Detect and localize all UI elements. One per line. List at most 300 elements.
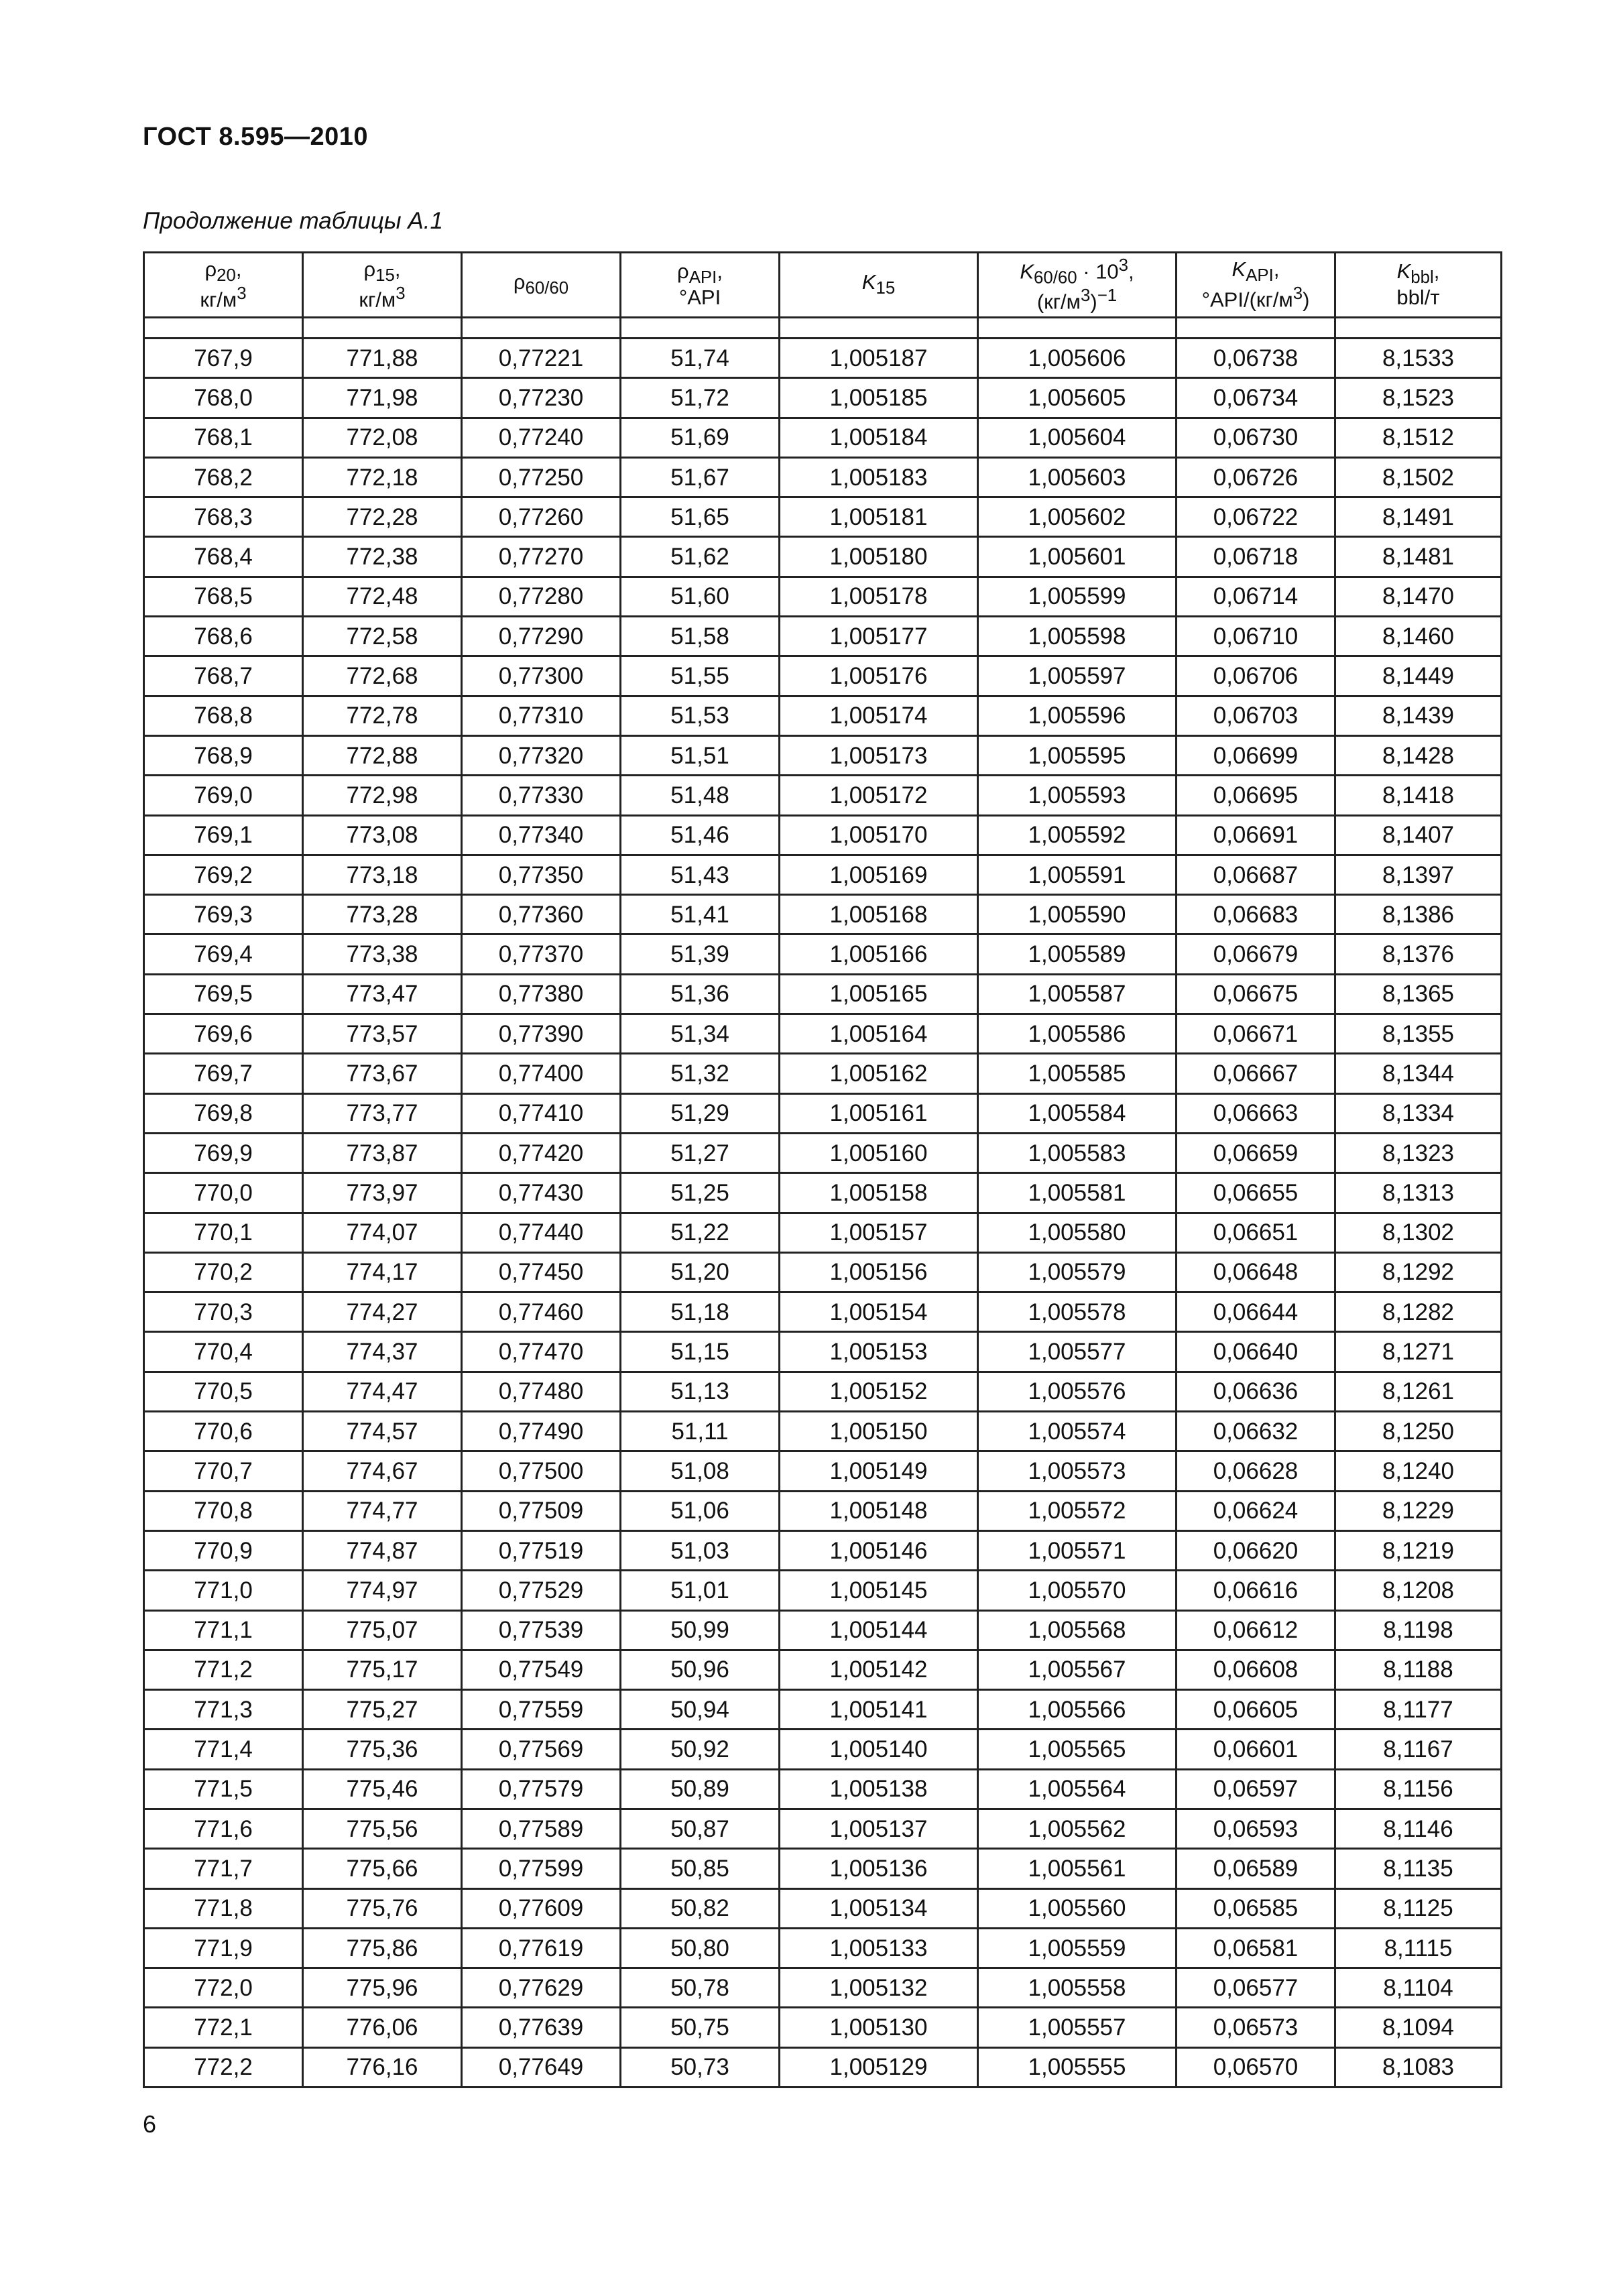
cell-rho15: 773,18 [303, 855, 462, 894]
cell-rho15: 775,17 [303, 1650, 462, 1689]
cell-rho6060: 0,77629 [462, 1968, 621, 2008]
cell-rho6060: 0,77270 [462, 537, 621, 577]
cell-rho-api: 51,69 [621, 418, 780, 457]
cell-k-bbl: 8,1491 [1335, 497, 1502, 537]
cell-k15: 1,005153 [780, 1332, 978, 1372]
cell-rho6060: 0,77221 [462, 339, 621, 378]
cell-k15: 1,005145 [780, 1571, 978, 1610]
table-row [144, 1968, 1502, 2008]
cell-rho20: 772,2 [144, 2047, 303, 2087]
cell-k6060: 1,005570 [978, 1571, 1177, 1610]
cell-k-api: 0,06589 [1177, 1849, 1335, 1888]
cell-k-api: 0,06730 [1177, 418, 1335, 457]
page-number: 6 [143, 2110, 157, 2138]
cell-k-bbl: 8,1156 [1335, 1769, 1502, 1809]
cell-rho-api: 51,72 [621, 378, 780, 418]
cell-k-bbl: 8,1407 [1335, 815, 1502, 855]
cell-k-bbl: 8,1198 [1335, 1610, 1502, 1650]
cell-k6060: 1,005587 [978, 974, 1177, 1014]
table-row [144, 696, 1502, 735]
table-row [144, 617, 1502, 656]
header-rho-api: $\rho_{API}$, °API [621, 253, 780, 318]
cell-rho6060: 0,77380 [462, 974, 621, 1014]
cell-rho6060: 0,77240 [462, 418, 621, 457]
table-row [144, 1213, 1502, 1252]
cell-k15: 1,005172 [780, 776, 978, 815]
cell-rho15: 772,38 [303, 537, 462, 577]
cell-k6060: 1,005567 [978, 1650, 1177, 1689]
cell-k-bbl: 8,1115 [1335, 1928, 1502, 1968]
cell-k15: 1,005162 [780, 1054, 978, 1093]
cell-k15: 1,005169 [780, 855, 978, 894]
cell-rho6060: 0,77589 [462, 1809, 621, 1848]
cell-k-api: 0,06679 [1177, 934, 1335, 974]
cell-k6060: 1,005598 [978, 617, 1177, 656]
cell-rho-api: 51,06 [621, 1491, 780, 1530]
cell-rho20: 771,9 [144, 1928, 303, 1968]
table-row [144, 1730, 1502, 1769]
cell-rho6060: 0,77440 [462, 1213, 621, 1252]
cell-rho-api: 51,58 [621, 617, 780, 656]
cell-rho15: 772,28 [303, 497, 462, 537]
cell-rho20: 771,3 [144, 1690, 303, 1730]
cell-rho6060: 0,77260 [462, 497, 621, 537]
cell-rho-api: 51,74 [621, 339, 780, 378]
cell-rho6060: 0,77480 [462, 1372, 621, 1411]
cell-k-bbl: 8,1418 [1335, 776, 1502, 815]
table-row [144, 855, 1502, 894]
cell-rho-api: 50,94 [621, 1690, 780, 1730]
cell-rho20: 767,9 [144, 339, 303, 378]
cell-rho6060: 0,77599 [462, 1849, 621, 1888]
cell-k-bbl: 8,1334 [1335, 1093, 1502, 1133]
cell-rho6060: 0,77490 [462, 1412, 621, 1451]
header-k-bbl: $K_{bbl}$, bbl/т [1335, 253, 1502, 318]
cell-k-bbl: 8,1146 [1335, 1809, 1502, 1848]
cell-rho20: 769,4 [144, 934, 303, 974]
cell-k-bbl: 8,1344 [1335, 1054, 1502, 1093]
cell-k15: 1,005144 [780, 1610, 978, 1650]
cell-k15: 1,005136 [780, 1849, 978, 1888]
cell-rho15: 774,77 [303, 1491, 462, 1530]
table-row [144, 1093, 1502, 1133]
cell-rho6060: 0,77400 [462, 1054, 621, 1093]
cell-rho20: 768,7 [144, 656, 303, 696]
cell-k-api: 0,06651 [1177, 1213, 1335, 1252]
cell-k15: 1,005173 [780, 735, 978, 775]
cell-rho15: 775,86 [303, 1928, 462, 1968]
cell-k15: 1,005164 [780, 1014, 978, 1054]
header-rho15: $\rho_{15}$, $кг/м^3$ [303, 253, 462, 318]
density-table [143, 251, 1502, 2088]
cell-k-bbl: 8,1094 [1335, 2008, 1502, 2047]
cell-rho-api: 51,53 [621, 696, 780, 735]
cell-k15: 1,005152 [780, 1372, 978, 1411]
cell-k-bbl: 8,1167 [1335, 1730, 1502, 1769]
cell-k6060: 1,005572 [978, 1491, 1177, 1530]
cell-k15: 1,005154 [780, 1292, 978, 1332]
cell-rho20: 768,2 [144, 457, 303, 497]
cell-k6060: 1,005592 [978, 815, 1177, 855]
cell-rho20: 768,3 [144, 497, 303, 537]
table-row [144, 1372, 1502, 1411]
table-row [144, 974, 1502, 1014]
cell-k-api: 0,06570 [1177, 2047, 1335, 2087]
table-row [144, 1530, 1502, 1570]
cell-k-bbl: 8,1250 [1335, 1412, 1502, 1451]
table-row [144, 934, 1502, 974]
cell-k15: 1,005170 [780, 815, 978, 855]
cell-rho-api: 51,25 [621, 1173, 780, 1213]
cell-rho20: 769,0 [144, 776, 303, 815]
density-table-container [143, 251, 1500, 2088]
table-row [144, 1412, 1502, 1451]
table-row [144, 1769, 1502, 1809]
cell-rho-api: 50,80 [621, 1928, 780, 1968]
cell-k6060: 1,005565 [978, 1730, 1177, 1769]
cell-rho20: 770,8 [144, 1491, 303, 1530]
cell-rho15: 775,36 [303, 1730, 462, 1769]
header-k-api: $K_{API}$, $^\circ API/(кг/м^3)$ [1177, 253, 1335, 318]
cell-rho-api: 51,11 [621, 1412, 780, 1451]
cell-k-bbl: 8,1177 [1335, 1690, 1502, 1730]
cell-k6060: 1,005586 [978, 1014, 1177, 1054]
cell-k-api: 0,06699 [1177, 735, 1335, 775]
cell-rho15: 774,27 [303, 1292, 462, 1332]
cell-rho6060: 0,77300 [462, 656, 621, 696]
cell-rho6060: 0,77340 [462, 815, 621, 855]
cell-k-api: 0,06710 [1177, 617, 1335, 656]
cell-k15: 1,005176 [780, 656, 978, 696]
cell-k6060: 1,005568 [978, 1610, 1177, 1650]
cell-k6060: 1,005595 [978, 735, 1177, 775]
cell-k15: 1,005166 [780, 934, 978, 974]
cell-k-api: 0,06640 [1177, 1332, 1335, 1372]
cell-k15: 1,005181 [780, 497, 978, 537]
cell-k15: 1,005183 [780, 457, 978, 497]
cell-k-bbl: 8,1470 [1335, 577, 1502, 616]
cell-k15: 1,005137 [780, 1809, 978, 1848]
cell-rho20: 770,3 [144, 1292, 303, 1332]
cell-k6060: 1,005579 [978, 1252, 1177, 1292]
table-row [144, 815, 1502, 855]
cell-rho15: 773,38 [303, 934, 462, 974]
table-row [144, 735, 1502, 775]
table-row [144, 1332, 1502, 1372]
cell-rho20: 769,1 [144, 815, 303, 855]
cell-rho-api: 51,60 [621, 577, 780, 616]
table-row [144, 1014, 1502, 1054]
cell-rho15: 774,07 [303, 1213, 462, 1252]
table-row [144, 457, 1502, 497]
cell-rho20: 771,0 [144, 1571, 303, 1610]
table-row [144, 339, 1502, 378]
cell-k-api: 0,06706 [1177, 656, 1335, 696]
cell-rho20: 771,4 [144, 1730, 303, 1769]
cell-rho6060: 0,77320 [462, 735, 621, 775]
cell-k-api: 0,06624 [1177, 1491, 1335, 1530]
cell-k15: 1,005165 [780, 974, 978, 1014]
cell-k15: 1,005150 [780, 1412, 978, 1451]
cell-k6060: 1,005584 [978, 1093, 1177, 1133]
cell-rho-api: 50,92 [621, 1730, 780, 1769]
cell-rho20: 770,7 [144, 1451, 303, 1491]
cell-k-api: 0,06683 [1177, 895, 1335, 934]
cell-k-bbl: 8,1523 [1335, 378, 1502, 418]
table-row [144, 1292, 1502, 1332]
cell-k15: 1,005138 [780, 1769, 978, 1809]
cell-k-api: 0,06738 [1177, 339, 1335, 378]
cell-rho-api: 50,85 [621, 1849, 780, 1888]
cell-rho-api: 51,13 [621, 1372, 780, 1411]
cell-rho6060: 0,77310 [462, 696, 621, 735]
cell-rho6060: 0,77420 [462, 1133, 621, 1172]
cell-k-bbl: 8,1449 [1335, 656, 1502, 696]
cell-k6060: 1,005581 [978, 1173, 1177, 1213]
cell-k6060: 1,005562 [978, 1809, 1177, 1848]
cell-k15: 1,005161 [780, 1093, 978, 1133]
cell-k15: 1,005187 [780, 339, 978, 378]
cell-rho15: 773,87 [303, 1133, 462, 1172]
cell-rho15: 776,06 [303, 2008, 462, 2047]
cell-k-api: 0,06718 [1177, 537, 1335, 577]
cell-k-bbl: 8,1229 [1335, 1491, 1502, 1530]
cell-k6060: 1,005561 [978, 1849, 1177, 1888]
cell-rho20: 771,7 [144, 1849, 303, 1888]
cell-rho20: 770,0 [144, 1173, 303, 1213]
cell-rho-api: 51,15 [621, 1332, 780, 1372]
cell-rho20: 772,1 [144, 2008, 303, 2047]
cell-k-api: 0,06620 [1177, 1530, 1335, 1570]
cell-k15: 1,005140 [780, 1730, 978, 1769]
table-row [144, 418, 1502, 457]
cell-rho-api: 50,99 [621, 1610, 780, 1650]
cell-k-bbl: 8,1481 [1335, 537, 1502, 577]
cell-k-bbl: 8,1397 [1335, 855, 1502, 894]
cell-rho6060: 0,77519 [462, 1530, 621, 1570]
table-row [144, 1491, 1502, 1530]
cell-k6060: 1,005603 [978, 457, 1177, 497]
cell-rho6060: 0,77559 [462, 1690, 621, 1730]
cell-k6060: 1,005576 [978, 1372, 1177, 1411]
cell-rho-api: 51,22 [621, 1213, 780, 1252]
cell-rho-api: 50,89 [621, 1769, 780, 1809]
table-row [144, 1809, 1502, 1848]
cell-rho-api: 51,65 [621, 497, 780, 537]
cell-k6060: 1,005605 [978, 378, 1177, 418]
cell-rho15: 775,66 [303, 1849, 462, 1888]
cell-rho15: 773,28 [303, 895, 462, 934]
table-row [144, 1252, 1502, 1292]
cell-rho20: 768,6 [144, 617, 303, 656]
table-header-row [144, 253, 1502, 318]
cell-k-api: 0,06577 [1177, 1968, 1335, 2008]
cell-k-api: 0,06726 [1177, 457, 1335, 497]
cell-rho20: 771,8 [144, 1888, 303, 1928]
cell-rho-api: 51,41 [621, 895, 780, 934]
cell-k-bbl: 8,1125 [1335, 1888, 1502, 1928]
cell-k15: 1,005129 [780, 2047, 978, 2087]
cell-rho-api: 51,46 [621, 815, 780, 855]
cell-k-bbl: 8,1240 [1335, 1451, 1502, 1491]
cell-k-bbl: 8,1533 [1335, 339, 1502, 378]
cell-rho-api: 51,03 [621, 1530, 780, 1570]
cell-rho-api: 51,34 [621, 1014, 780, 1054]
cell-k6060: 1,005604 [978, 418, 1177, 457]
table-row [144, 1173, 1502, 1213]
cell-k-api: 0,06663 [1177, 1093, 1335, 1133]
cell-rho20: 770,9 [144, 1530, 303, 1570]
cell-rho20: 771,1 [144, 1610, 303, 1650]
table-row [144, 497, 1502, 537]
cell-rho15: 773,57 [303, 1014, 462, 1054]
cell-k-api: 0,06585 [1177, 1888, 1335, 1928]
cell-k-bbl: 8,1428 [1335, 735, 1502, 775]
cell-k15: 1,005185 [780, 378, 978, 418]
cell-k-api: 0,06667 [1177, 1054, 1335, 1093]
cell-k-bbl: 8,1439 [1335, 696, 1502, 735]
cell-rho6060: 0,77569 [462, 1730, 621, 1769]
cell-k-bbl: 8,1355 [1335, 1014, 1502, 1054]
cell-k-api: 0,06593 [1177, 1809, 1335, 1848]
cell-rho15: 776,16 [303, 2047, 462, 2087]
cell-k6060: 1,005590 [978, 895, 1177, 934]
cell-k15: 1,005178 [780, 577, 978, 616]
cell-rho6060: 0,77619 [462, 1928, 621, 1968]
cell-k6060: 1,005573 [978, 1451, 1177, 1491]
cell-k6060: 1,005558 [978, 1968, 1177, 2008]
table-row [144, 895, 1502, 934]
cell-k15: 1,005149 [780, 1451, 978, 1491]
table-row [144, 776, 1502, 815]
cell-k-api: 0,06581 [1177, 1928, 1335, 1968]
table-row [144, 1054, 1502, 1093]
cell-rho20: 769,2 [144, 855, 303, 894]
cell-rho-api: 50,75 [621, 2008, 780, 2047]
cell-rho-api: 51,01 [621, 1571, 780, 1610]
cell-k15: 1,005132 [780, 1968, 978, 2008]
cell-k6060: 1,005564 [978, 1769, 1177, 1809]
cell-k6060: 1,005606 [978, 339, 1177, 378]
cell-rho15: 772,68 [303, 656, 462, 696]
cell-k15: 1,005156 [780, 1252, 978, 1292]
cell-k-bbl: 8,1135 [1335, 1849, 1502, 1888]
cell-rho20: 769,3 [144, 895, 303, 934]
cell-rho6060: 0,77350 [462, 855, 621, 894]
cell-k6060: 1,005589 [978, 934, 1177, 974]
cell-rho6060: 0,77250 [462, 457, 621, 497]
table-row [144, 1928, 1502, 1968]
cell-k6060: 1,005602 [978, 497, 1177, 537]
cell-k6060: 1,005601 [978, 537, 1177, 577]
cell-k-api: 0,06573 [1177, 2008, 1335, 2047]
cell-k-api: 0,06616 [1177, 1571, 1335, 1610]
cell-rho6060: 0,77609 [462, 1888, 621, 1928]
cell-k15: 1,005134 [780, 1888, 978, 1928]
cell-rho20: 768,0 [144, 378, 303, 418]
cell-rho15: 773,97 [303, 1173, 462, 1213]
cell-rho15: 774,17 [303, 1252, 462, 1292]
cell-k-api: 0,06675 [1177, 974, 1335, 1014]
cell-rho15: 772,08 [303, 418, 462, 457]
cell-rho20: 768,1 [144, 418, 303, 457]
cell-rho15: 774,97 [303, 1571, 462, 1610]
cell-k-api: 0,06608 [1177, 1650, 1335, 1689]
cell-k-api: 0,06671 [1177, 1014, 1335, 1054]
cell-rho6060: 0,77330 [462, 776, 621, 815]
cell-k-api: 0,06632 [1177, 1412, 1335, 1451]
cell-k-api: 0,06648 [1177, 1252, 1335, 1292]
cell-k-bbl: 8,1502 [1335, 457, 1502, 497]
document-standard-title: ГОСТ 8.595—2010 [143, 123, 368, 151]
cell-rho15: 775,46 [303, 1769, 462, 1809]
cell-rho20: 769,7 [144, 1054, 303, 1093]
cell-rho-api: 51,51 [621, 735, 780, 775]
cell-rho-api: 51,39 [621, 934, 780, 974]
cell-k6060: 1,005559 [978, 1928, 1177, 1968]
cell-k-api: 0,06636 [1177, 1372, 1335, 1411]
cell-k6060: 1,005566 [978, 1690, 1177, 1730]
cell-k15: 1,005157 [780, 1213, 978, 1252]
table-row [144, 2047, 1502, 2087]
cell-k-api: 0,06605 [1177, 1690, 1335, 1730]
cell-rho6060: 0,77360 [462, 895, 621, 934]
cell-k6060: 1,005577 [978, 1332, 1177, 1372]
cell-rho15: 772,98 [303, 776, 462, 815]
cell-rho20: 770,2 [144, 1252, 303, 1292]
table-row [144, 1451, 1502, 1491]
cell-rho20: 769,9 [144, 1133, 303, 1172]
cell-k15: 1,005180 [780, 537, 978, 577]
cell-rho6060: 0,77539 [462, 1610, 621, 1650]
cell-rho15: 771,98 [303, 378, 462, 418]
cell-k-bbl: 8,1323 [1335, 1133, 1502, 1172]
table-row [144, 378, 1502, 418]
cell-rho20: 770,5 [144, 1372, 303, 1411]
cell-k-api: 0,06734 [1177, 378, 1335, 418]
cell-k6060: 1,005597 [978, 656, 1177, 696]
cell-rho-api: 50,78 [621, 1968, 780, 2008]
cell-rho-api: 51,43 [621, 855, 780, 894]
cell-rho6060: 0,77549 [462, 1650, 621, 1689]
cell-k6060: 1,005583 [978, 1133, 1177, 1172]
cell-k-api: 0,06703 [1177, 696, 1335, 735]
cell-rho20: 769,6 [144, 1014, 303, 1054]
cell-k15: 1,005158 [780, 1173, 978, 1213]
cell-rho15: 772,58 [303, 617, 462, 656]
cell-k-bbl: 8,1292 [1335, 1252, 1502, 1292]
table-row [144, 537, 1502, 577]
cell-k15: 1,005142 [780, 1650, 978, 1689]
table-row [144, 577, 1502, 616]
cell-rho-api: 50,82 [621, 1888, 780, 1928]
cell-k-bbl: 8,1313 [1335, 1173, 1502, 1213]
cell-rho15: 772,48 [303, 577, 462, 616]
cell-rho6060: 0,77280 [462, 577, 621, 616]
cell-k6060: 1,005593 [978, 776, 1177, 815]
cell-k-bbl: 8,1261 [1335, 1372, 1502, 1411]
cell-rho6060: 0,77390 [462, 1014, 621, 1054]
cell-rho20: 770,6 [144, 1412, 303, 1451]
cell-rho20: 768,5 [144, 577, 303, 616]
header-rho6060: $\rho_{60/60}$ [462, 253, 621, 318]
cell-rho15: 772,78 [303, 696, 462, 735]
cell-rho15: 771,88 [303, 339, 462, 378]
cell-k-api: 0,06714 [1177, 577, 1335, 616]
cell-k-bbl: 8,1208 [1335, 1571, 1502, 1610]
cell-rho-api: 50,73 [621, 2047, 780, 2087]
cell-rho15: 774,67 [303, 1451, 462, 1491]
